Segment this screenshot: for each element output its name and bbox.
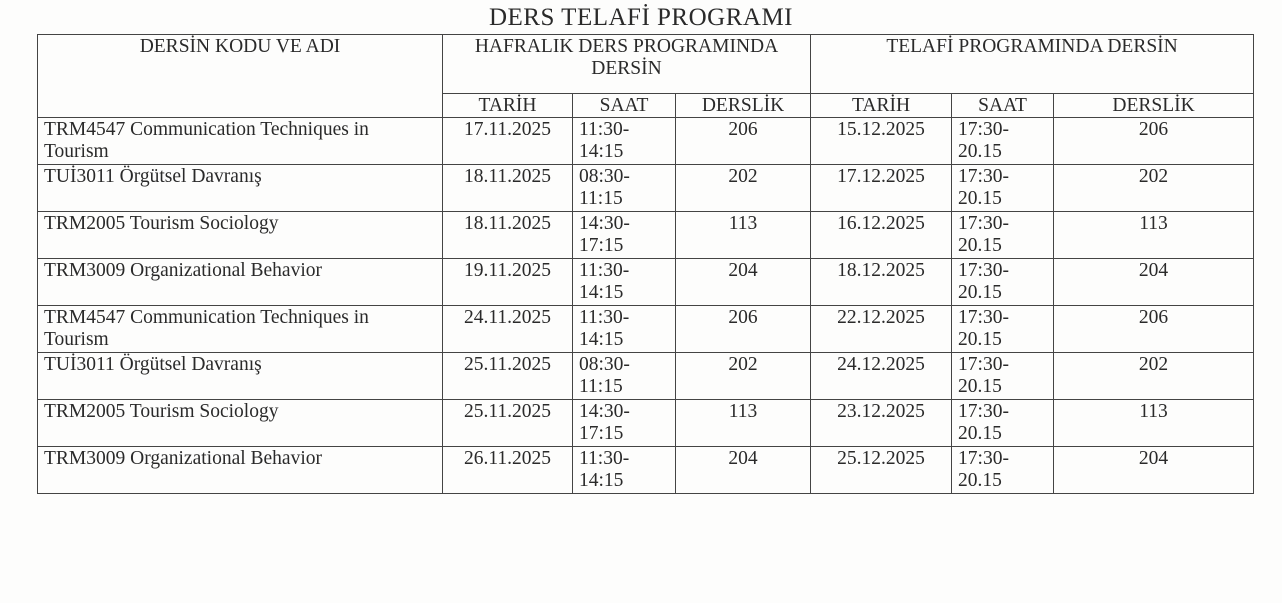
makeup-group-header: TELAFİ PROGRAMINDA DERSİN bbox=[811, 35, 1254, 94]
weekly-room-cell: 206 bbox=[676, 306, 811, 353]
makeup-room-cell: 206 bbox=[1054, 118, 1254, 165]
weekly-room-cell: 204 bbox=[676, 447, 811, 494]
course-column-header: DERSİN KODU VE ADI bbox=[38, 35, 443, 118]
weekly-time-cell: 11:30- 14:15 bbox=[573, 447, 676, 494]
course-cell: TRM2005 Tourism Sociology bbox=[38, 212, 443, 259]
weekly-date-cell: 26.11.2025 bbox=[443, 447, 573, 494]
table-row bbox=[38, 400, 1254, 447]
makeup-date-cell: 25.12.2025 bbox=[811, 447, 952, 494]
course-cell: TRM4547 Communication Techniques in Tourism bbox=[38, 118, 443, 165]
table-row bbox=[38, 306, 1254, 353]
page-title: DERS TELAFİ PROGRAMI bbox=[488, 4, 794, 31]
weekly-date-cell: 18.11.2025 bbox=[443, 165, 573, 212]
makeup-date-cell: 17.12.2025 bbox=[811, 165, 952, 212]
course-cell: TRM2005 Tourism Sociology bbox=[38, 400, 443, 447]
weekly-date-cell: 17.11.2025 bbox=[443, 118, 573, 165]
makeup-schedule-table bbox=[37, 34, 1254, 494]
makeup-room-header: DERSLİK bbox=[1054, 94, 1254, 118]
weekly-room-cell: 204 bbox=[676, 259, 811, 306]
makeup-date-cell: 22.12.2025 bbox=[811, 306, 952, 353]
makeup-time-cell: 17:30- 20.15 bbox=[952, 165, 1054, 212]
weekly-date-cell: 19.11.2025 bbox=[443, 259, 573, 306]
makeup-room-cell: 202 bbox=[1054, 165, 1254, 212]
weekly-date-cell: 18.11.2025 bbox=[443, 212, 573, 259]
weekly-time-header: SAAT bbox=[573, 94, 676, 118]
makeup-date-cell: 15.12.2025 bbox=[811, 118, 952, 165]
makeup-room-cell: 204 bbox=[1054, 259, 1254, 306]
makeup-room-cell: 202 bbox=[1054, 353, 1254, 400]
course-cell: TUİ3011 Örgütsel Davranış bbox=[38, 353, 443, 400]
weekly-room-header: DERSLİK bbox=[676, 94, 811, 118]
weekly-room-cell: 206 bbox=[676, 118, 811, 165]
makeup-time-cell: 17:30- 20.15 bbox=[952, 447, 1054, 494]
weekly-time-cell: 08:30- 11:15 bbox=[573, 165, 676, 212]
weekly-date-cell: 25.11.2025 bbox=[443, 400, 573, 447]
makeup-room-cell: 204 bbox=[1054, 447, 1254, 494]
weekly-date-cell: 24.11.2025 bbox=[443, 306, 573, 353]
weekly-time-cell: 14:30- 17:15 bbox=[573, 212, 676, 259]
table-row bbox=[38, 212, 1254, 259]
makeup-time-cell: 17:30- 20.15 bbox=[952, 259, 1054, 306]
weekly-date-header: TARİH bbox=[443, 94, 573, 118]
table-row bbox=[38, 353, 1254, 400]
course-cell: TRM3009 Organizational Behavior bbox=[38, 259, 443, 306]
course-cell: TUİ3011 Örgütsel Davranış bbox=[38, 165, 443, 212]
weekly-room-cell: 113 bbox=[676, 212, 811, 259]
weekly-time-cell: 11:30- 14:15 bbox=[573, 306, 676, 353]
makeup-time-cell: 17:30- 20.15 bbox=[952, 306, 1054, 353]
makeup-date-cell: 23.12.2025 bbox=[811, 400, 952, 447]
makeup-time-cell: 17:30- 20.15 bbox=[952, 212, 1054, 259]
makeup-time-cell: 17:30- 20.15 bbox=[952, 118, 1054, 165]
weekly-group-header: HAFRALIK DERS PROGRAMINDA DERSİN bbox=[443, 35, 811, 94]
weekly-time-cell: 14:30- 17:15 bbox=[573, 400, 676, 447]
makeup-room-cell: 206 bbox=[1054, 306, 1254, 353]
table-row bbox=[38, 165, 1254, 212]
makeup-date-cell: 18.12.2025 bbox=[811, 259, 952, 306]
makeup-room-cell: 113 bbox=[1054, 400, 1254, 447]
makeup-date-cell: 24.12.2025 bbox=[811, 353, 952, 400]
makeup-time-cell: 17:30- 20.15 bbox=[952, 400, 1054, 447]
weekly-room-cell: 202 bbox=[676, 353, 811, 400]
course-cell: TRM3009 Organizational Behavior bbox=[38, 447, 443, 494]
course-cell: TRM4547 Communication Techniques in Tourism bbox=[38, 306, 443, 353]
weekly-time-cell: 11:30- 14:15 bbox=[573, 259, 676, 306]
weekly-room-cell: 202 bbox=[676, 165, 811, 212]
makeup-date-header: TARİH bbox=[811, 94, 952, 118]
header-row-top bbox=[38, 35, 1254, 94]
weekly-time-cell: 11:30- 14:15 bbox=[573, 118, 676, 165]
weekly-date-cell: 25.11.2025 bbox=[443, 353, 573, 400]
table-row bbox=[38, 118, 1254, 165]
weekly-time-cell: 08:30- 11:15 bbox=[573, 353, 676, 400]
makeup-room-cell: 113 bbox=[1054, 212, 1254, 259]
makeup-time-cell: 17:30- 20.15 bbox=[952, 353, 1054, 400]
makeup-time-header: SAAT bbox=[952, 94, 1054, 118]
table-row bbox=[38, 259, 1254, 306]
makeup-date-cell: 16.12.2025 bbox=[811, 212, 952, 259]
weekly-room-cell: 113 bbox=[676, 400, 811, 447]
table-row bbox=[38, 447, 1254, 494]
